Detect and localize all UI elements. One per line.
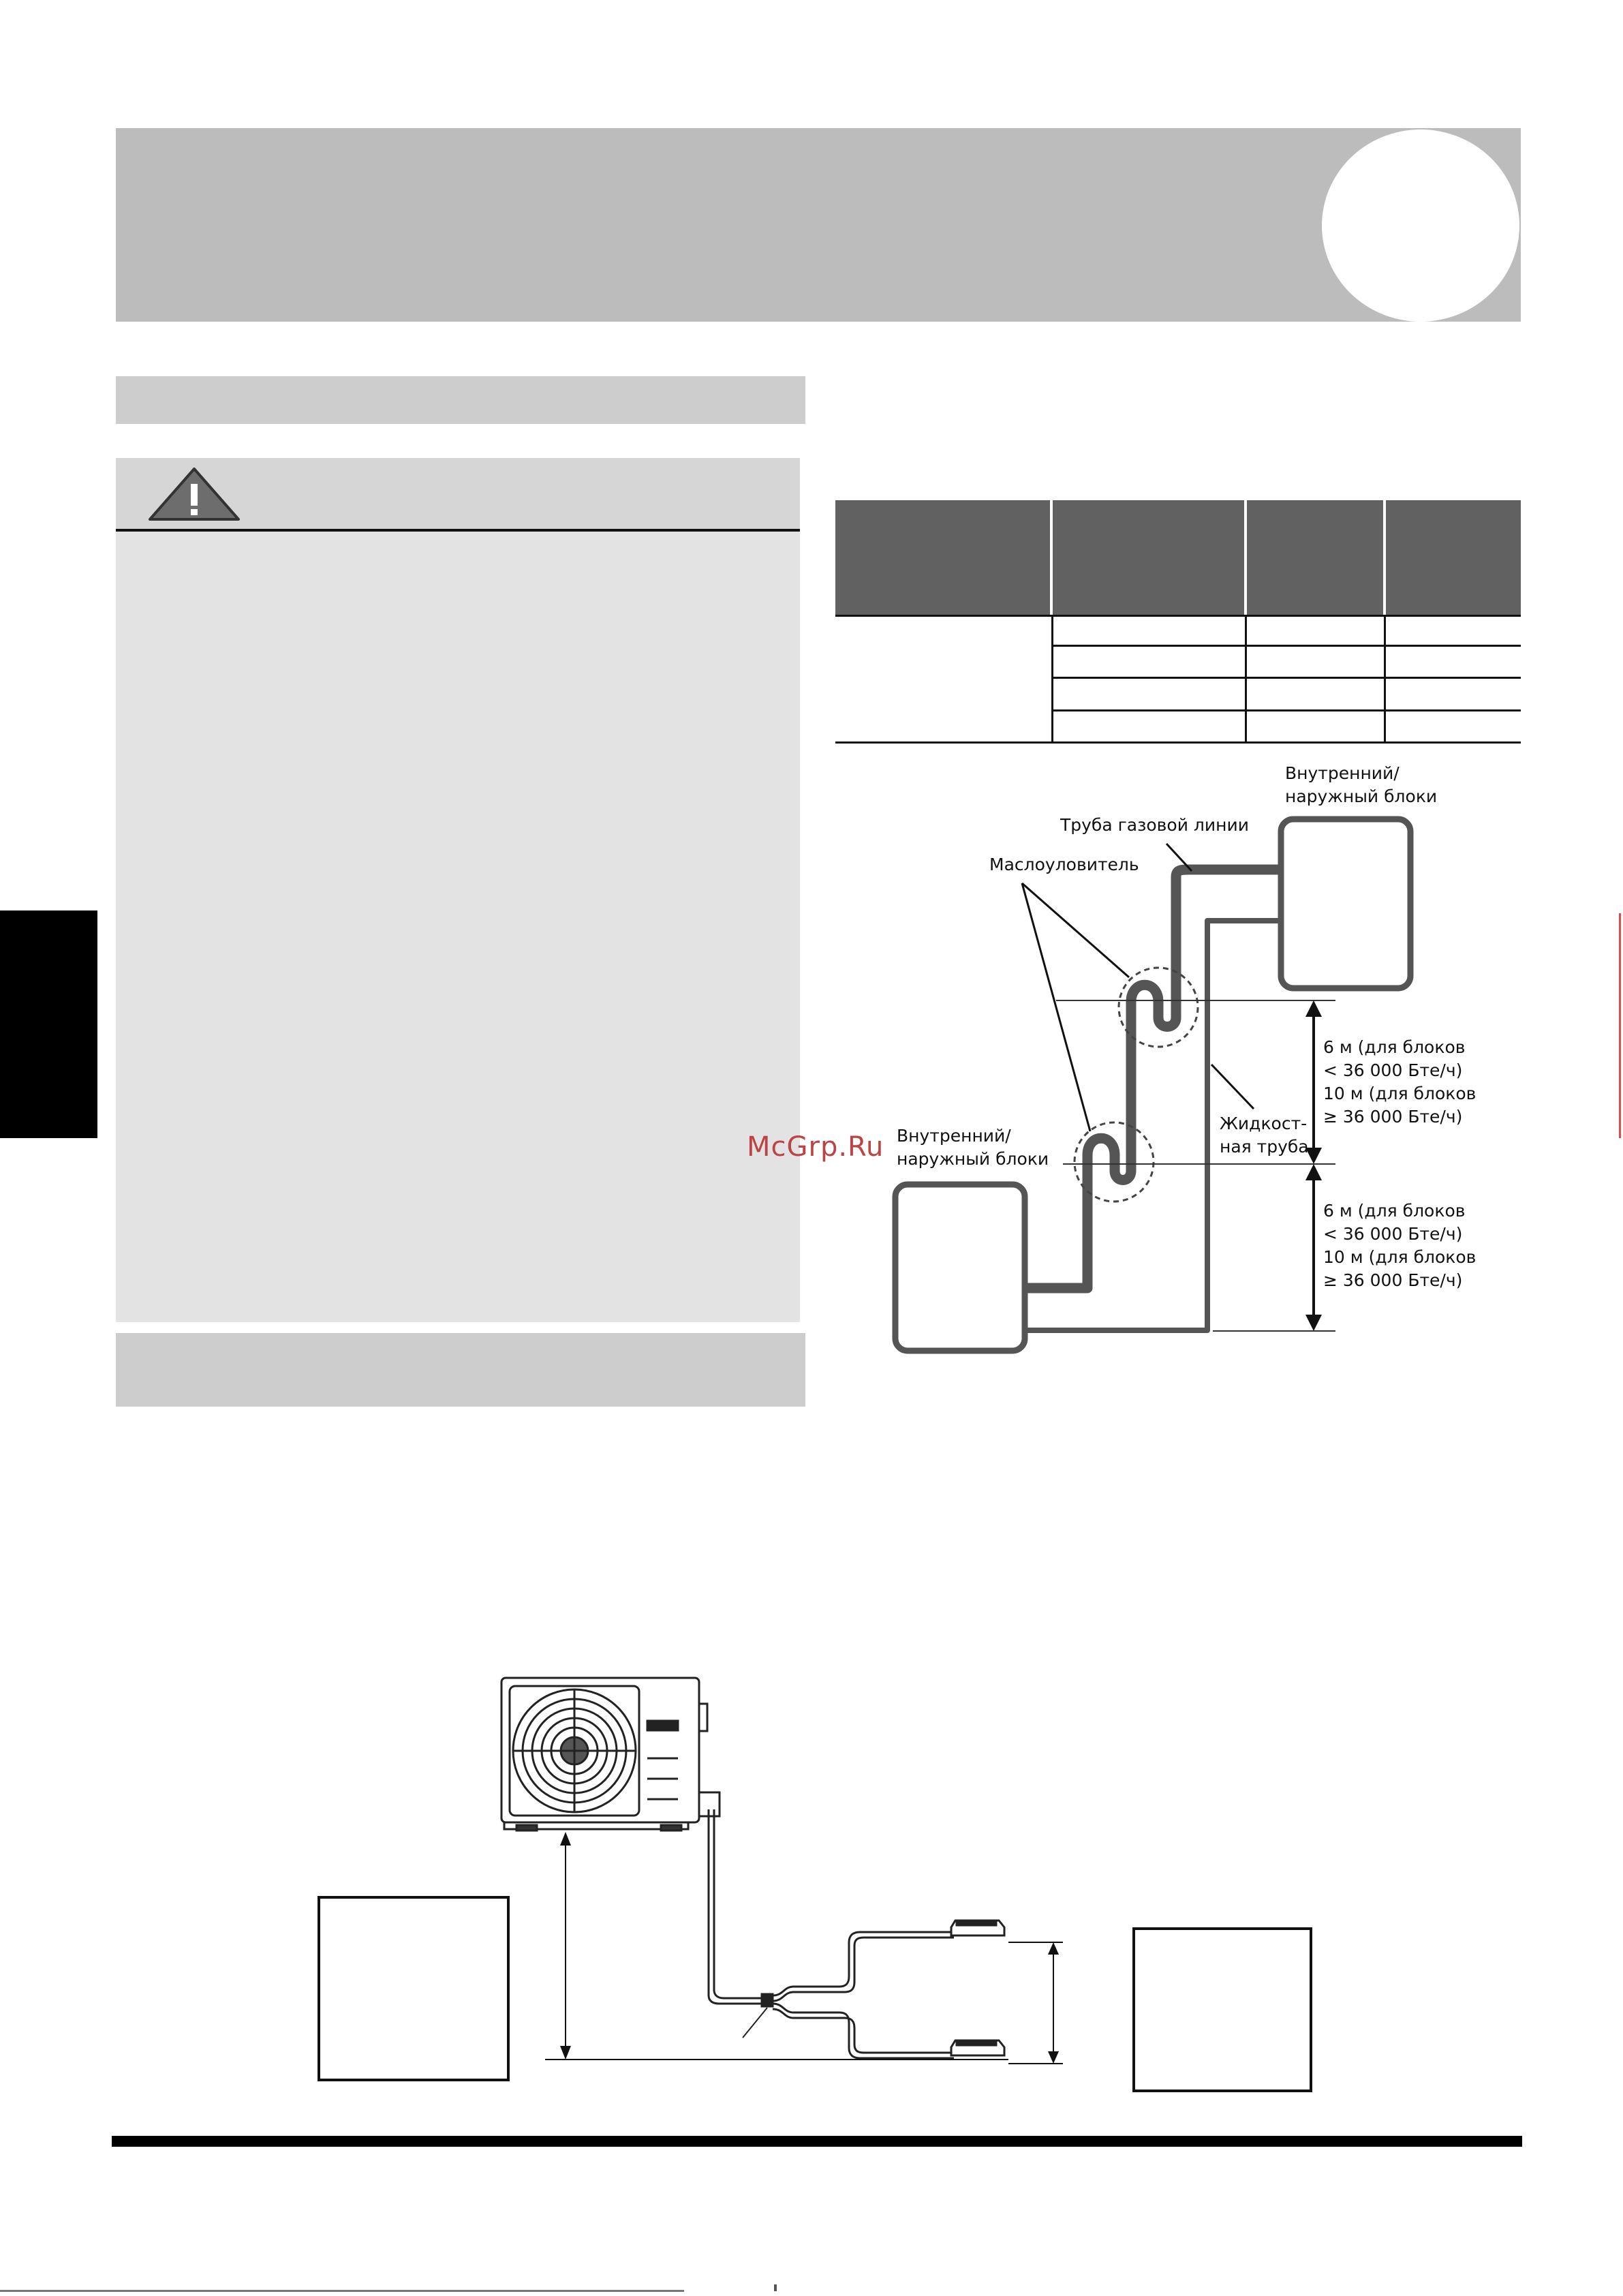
lower-unit-label: Внутренний/ наружный блоки <box>897 1126 1049 1169</box>
gas-pipe-label: Труба газовой линии <box>1060 815 1249 835</box>
height-limit-upper-label: 6 м (для блоков < 36 000 Бте/ч) 10 м (для блоков ≥ 36 000 Бте/ч) <box>1323 1037 1477 1127</box>
oil-trap-label: Маслоуловитель <box>989 855 1139 874</box>
right-note-box <box>1134 1929 1311 2091</box>
watermark: McGrp.Ru <box>747 1131 884 1163</box>
left-note-box <box>319 1897 508 2080</box>
footer-rule <box>112 2136 1522 2147</box>
height-limit-lower-label: 6 м (для блоков < 36 000 Бте/ч) 10 м (для блоков ≥ 36 000 Бте/ч) <box>1323 1201 1477 1290</box>
liquid-pipe-label: Жидкост- ная труба <box>1220 1114 1309 1157</box>
bottom-edge-tick <box>774 2284 777 2291</box>
upper-unit-label: Внутренний/ наружный блоки <box>1285 763 1438 806</box>
bottom-edge-rule <box>0 2290 684 2292</box>
